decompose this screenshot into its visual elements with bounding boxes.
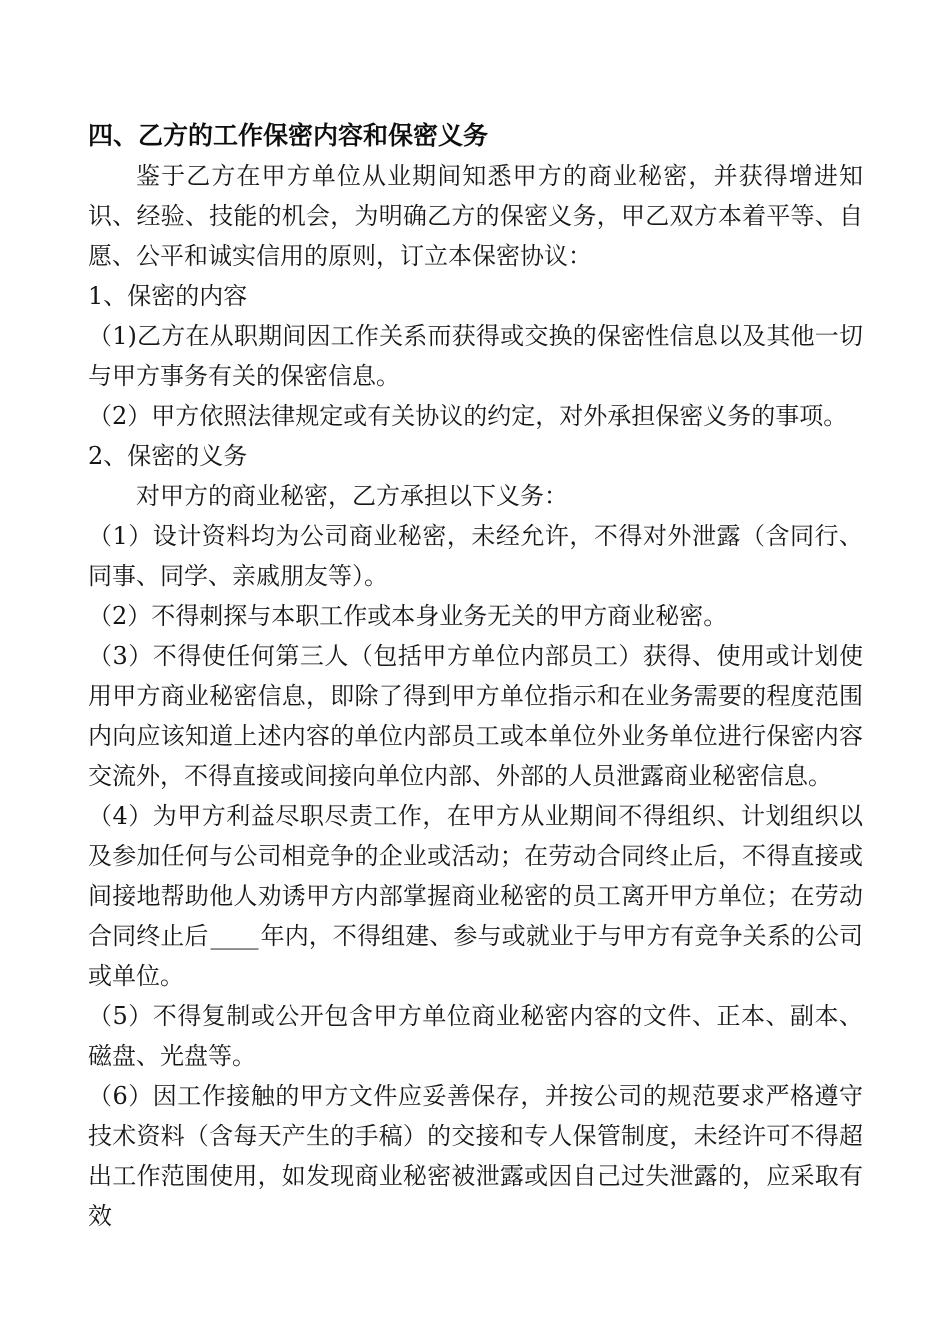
obligation-lead: 对甲方的商业秘密，乙方承担以下义务： [136,482,568,510]
obligation-item-4-text-before: （4）为甲方利益尽职尽责工作，在甲方从业期间不得组织、计划组织以及参加任何与公司相竞争的企业或活动；在劳动合同终止后，不得直接或间接地帮助他人劝诱甲方内部掌握商业秘密的员工离开甲方单位；在劳动合同终止后 [88,802,863,950]
obligation-item-1: （1）设计资料均为公司商业秘密，未经允许，不得对外泄露（含同行、同事、同学、亲戚朋友等）。 [88,522,863,590]
obligation-item-3: （3）不得使任何第三人（包括甲方单位内部员工）获得、使用或计划使用甲方商业秘密信息，即除了得到甲方单位指示和在业务需要的程度范围内向应该知道上述内容的单位内部员工或本单位外业务单位进行保密内容交流外，不得直接或间接向单位内部、外部的人员泄露商业秘密信息。 [88,642,863,790]
content-item-2: （2）甲方依照法律规定或有关协议的约定，对外承担保密义务的事项。 [88,402,848,430]
obligation-item-4 [88,796,863,996]
obligation-item-6: （6）因工作接触的甲方文件应妥善保存，并按公司的规范要求严格遵守技术资料（含每天产生的手稿）的交接和专人保管制度，未经许可不得超出工作范围使用，如发现商业秘密被泄露或因自己过失泄露的，应采取有效 [88,1082,863,1230]
content-section-title: 1、保密的内容 [88,282,248,310]
fill-in-blank-years: ____ [210,922,259,950]
obligation-item-5: （5）不得复制或公开包含甲方单位商业秘密内容的文件、正本、副本、磁盘、光盘等。 [88,1002,863,1070]
intro-paragraph: 鉴于乙方在甲方单位从业期间知悉甲方的商业秘密，并获得增进知识、经验、技能的机会，为明确乙方的保密义务，甲乙双方本着平等、自愿、公平和诚实信用的原则，订立本保密协议： [88,162,863,270]
obligation-section-title: 2、保密的义务 [88,442,248,470]
obligation-item-2: （2）不得刺探与本职工作或本身业务无关的甲方商业秘密。 [88,602,728,630]
obligation-item-4-text-after: 年内，不得组建、参与或就业于与甲方有竞争关系的公司或单位。 [88,922,863,990]
content-item-1: （1)乙方在从职期间因工作关系而获得或交换的保密性信息以及其他一切与甲方事务有关的保密信息。 [88,322,863,390]
section-heading: 四、乙方的工作保密内容和保密义务 [88,121,489,150]
